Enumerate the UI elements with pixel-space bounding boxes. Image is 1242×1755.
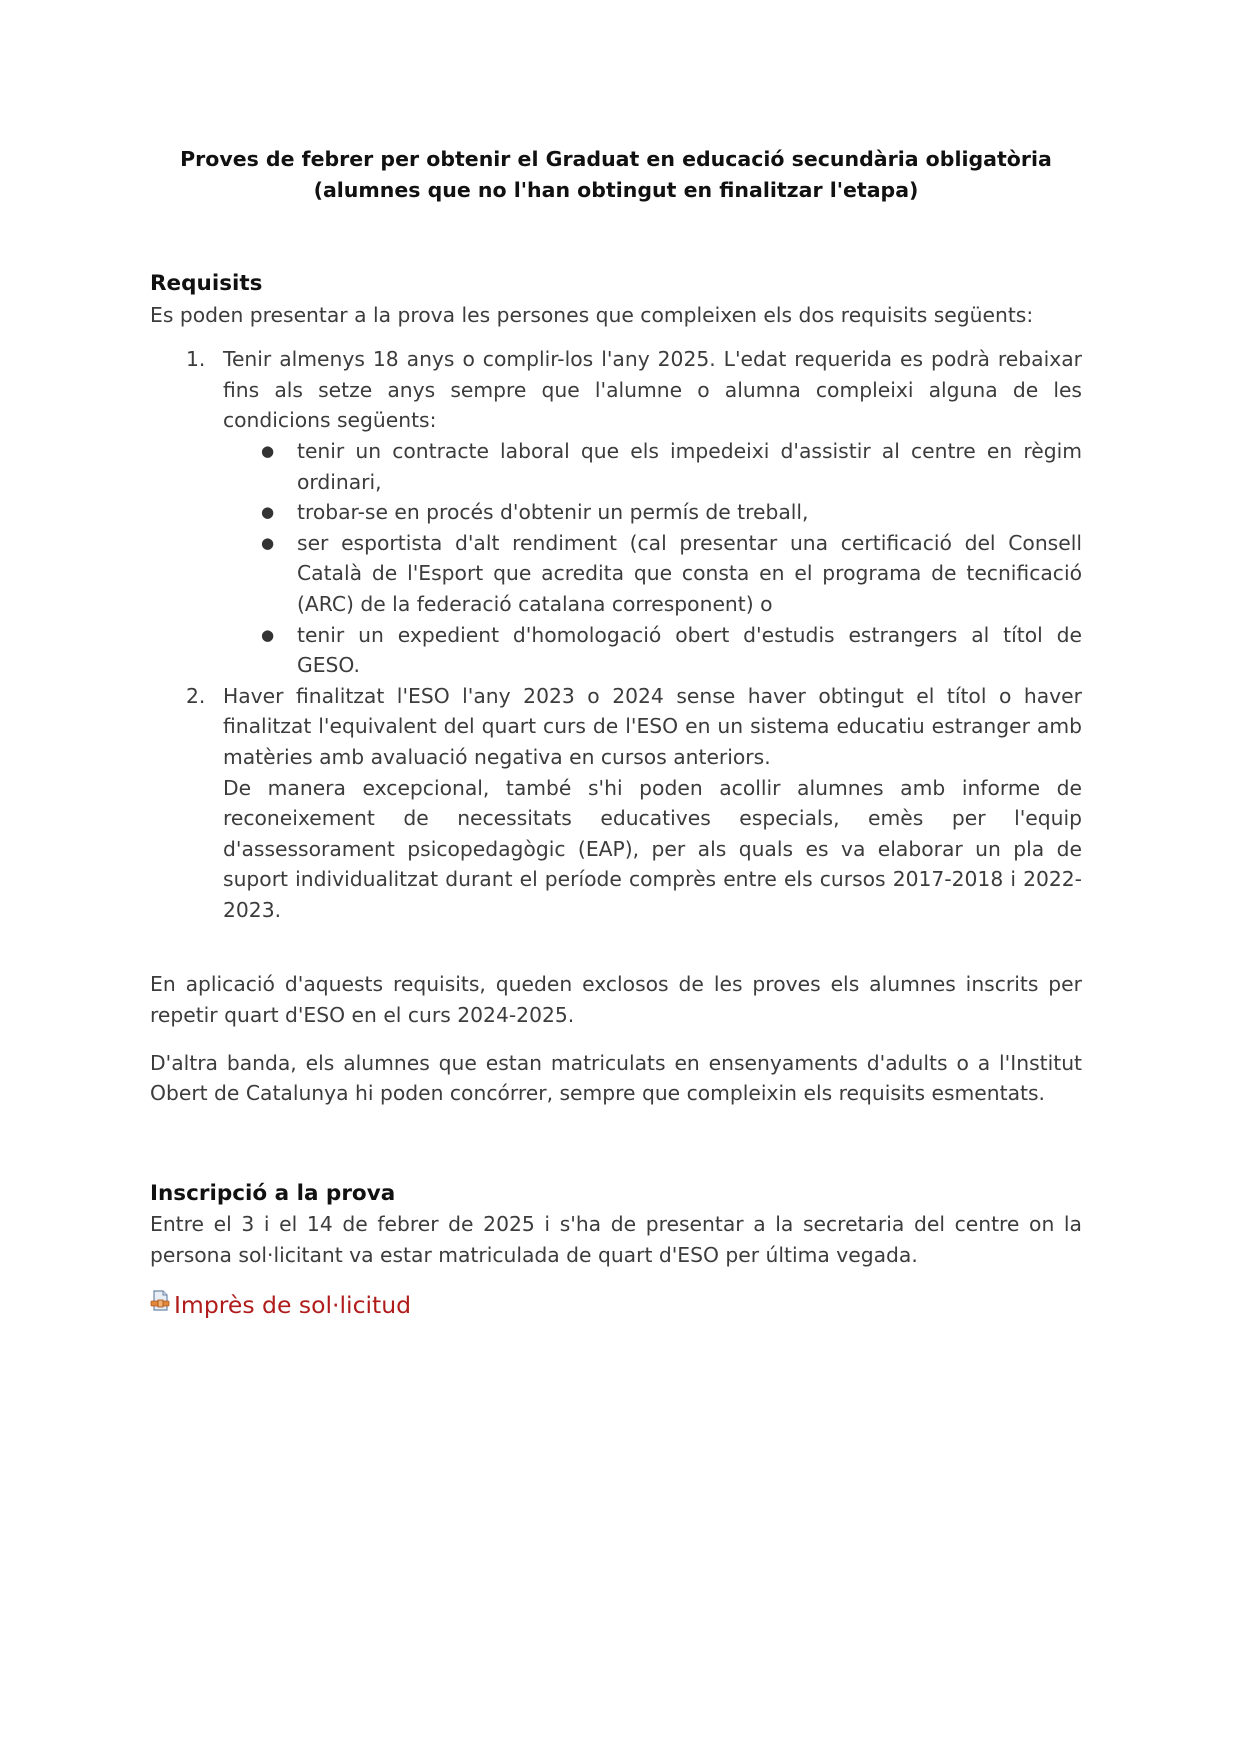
pdf-document-icon (150, 1290, 170, 1312)
requisits-intro: Es poden presentar a la prova les persones que compleixen els dos requisits següents: (150, 302, 1034, 327)
condition-item (223, 497, 1082, 528)
requirement-text: Tenir almenys 18 anys o complir-los l'any 2025. L'edat requerida es podrà rebaixar fins als setze anys sempre que l'alumne o alumna compleixi alguna de les condicions següents: (223, 347, 1082, 433)
condition-item (223, 620, 1082, 681)
bullet-icon: ● (261, 625, 275, 644)
list-number: 2. (186, 683, 206, 708)
condition-item (223, 528, 1082, 620)
bullet-icon: ● (261, 533, 275, 552)
requisits-heading: Requisits (150, 271, 263, 296)
requirement-item-1 (150, 344, 1082, 681)
application-form-link[interactable]: Imprès de sol·licitud (174, 1290, 412, 1319)
condition-text: tenir un contracte laboral que els impedeixi d'assistir al centre en règim ordinari, (297, 438, 1082, 494)
title-line-1: Proves de febrer per obtenir el Graduat en educació secundària obligatòria (180, 147, 1052, 171)
condition-item (223, 436, 1082, 497)
inscripcio-heading: Inscripció a la prova (150, 1180, 396, 1206)
list-number: 1. (186, 347, 206, 372)
application-form-link-row (150, 1289, 1082, 1321)
document-page (150, 144, 1082, 1321)
condition-text: tenir un expedient d'homologació obert d'estudis estrangers al títol de GESO. (297, 622, 1082, 678)
inscripcio-text: Entre el 3 i el 14 de febrer de 2025 i s'ha de presentar a la secretaria del centre on la persona sol·licitant va estar matriculada de quart d'ESO per última vegada. (150, 1212, 1082, 1268)
condition-text: ser esportista d'alt rendiment (cal presentar una certificació del Consell Català de l'Esport que acredita que consta en el programa de tecnificació (ARC) de la federació catalana corresponent) o (297, 530, 1082, 616)
requirements-list (150, 344, 1082, 925)
requirement-item-2 (150, 681, 1082, 926)
conditions-list (223, 436, 1082, 681)
requirement-text: Haver finalitzat l'ESO l'any 2023 o 2024 sense haver obtingut el títol o haver finalitzat l'equivalent del quart curs de l'ESO en un sistema educatiu estranger amb matèries amb avaluació negativa en cursos anteriors. (223, 683, 1082, 769)
exclusion-paragraph: En aplicació d'aquests requisits, queden exclosos de les proves els alumnes inscrits per repetir quart d'ESO en el curs 2024-2025. (150, 972, 1082, 1028)
bullet-icon: ● (261, 503, 275, 522)
requirement-text-exception: De manera excepcional, també s'hi poden acollir alumnes amb informe de reconeixement de necessitats educatives especials, emès per l'equip d'assessorament psicopedagògic (EAP), per als quals es va elaborar un pla de suport individualitzat durant el període comprès entre els cursos 2017-2018 i 2022-2023. (223, 775, 1082, 922)
adults-paragraph: D'altra banda, els alumnes que estan matriculats en ensenyaments d'adults o a l'Institut Obert de Catalunya hi poden concórrer, sempre que compleixin els requisits esmentats. (150, 1050, 1082, 1106)
title-line-2: (alumnes que no l'han obtingut en finalitzar l'etapa) (313, 177, 919, 202)
document-title (130, 144, 1102, 205)
bullet-icon: ● (261, 441, 275, 460)
condition-text: trobar-se en procés d'obtenir un permís de treball, (297, 500, 809, 525)
